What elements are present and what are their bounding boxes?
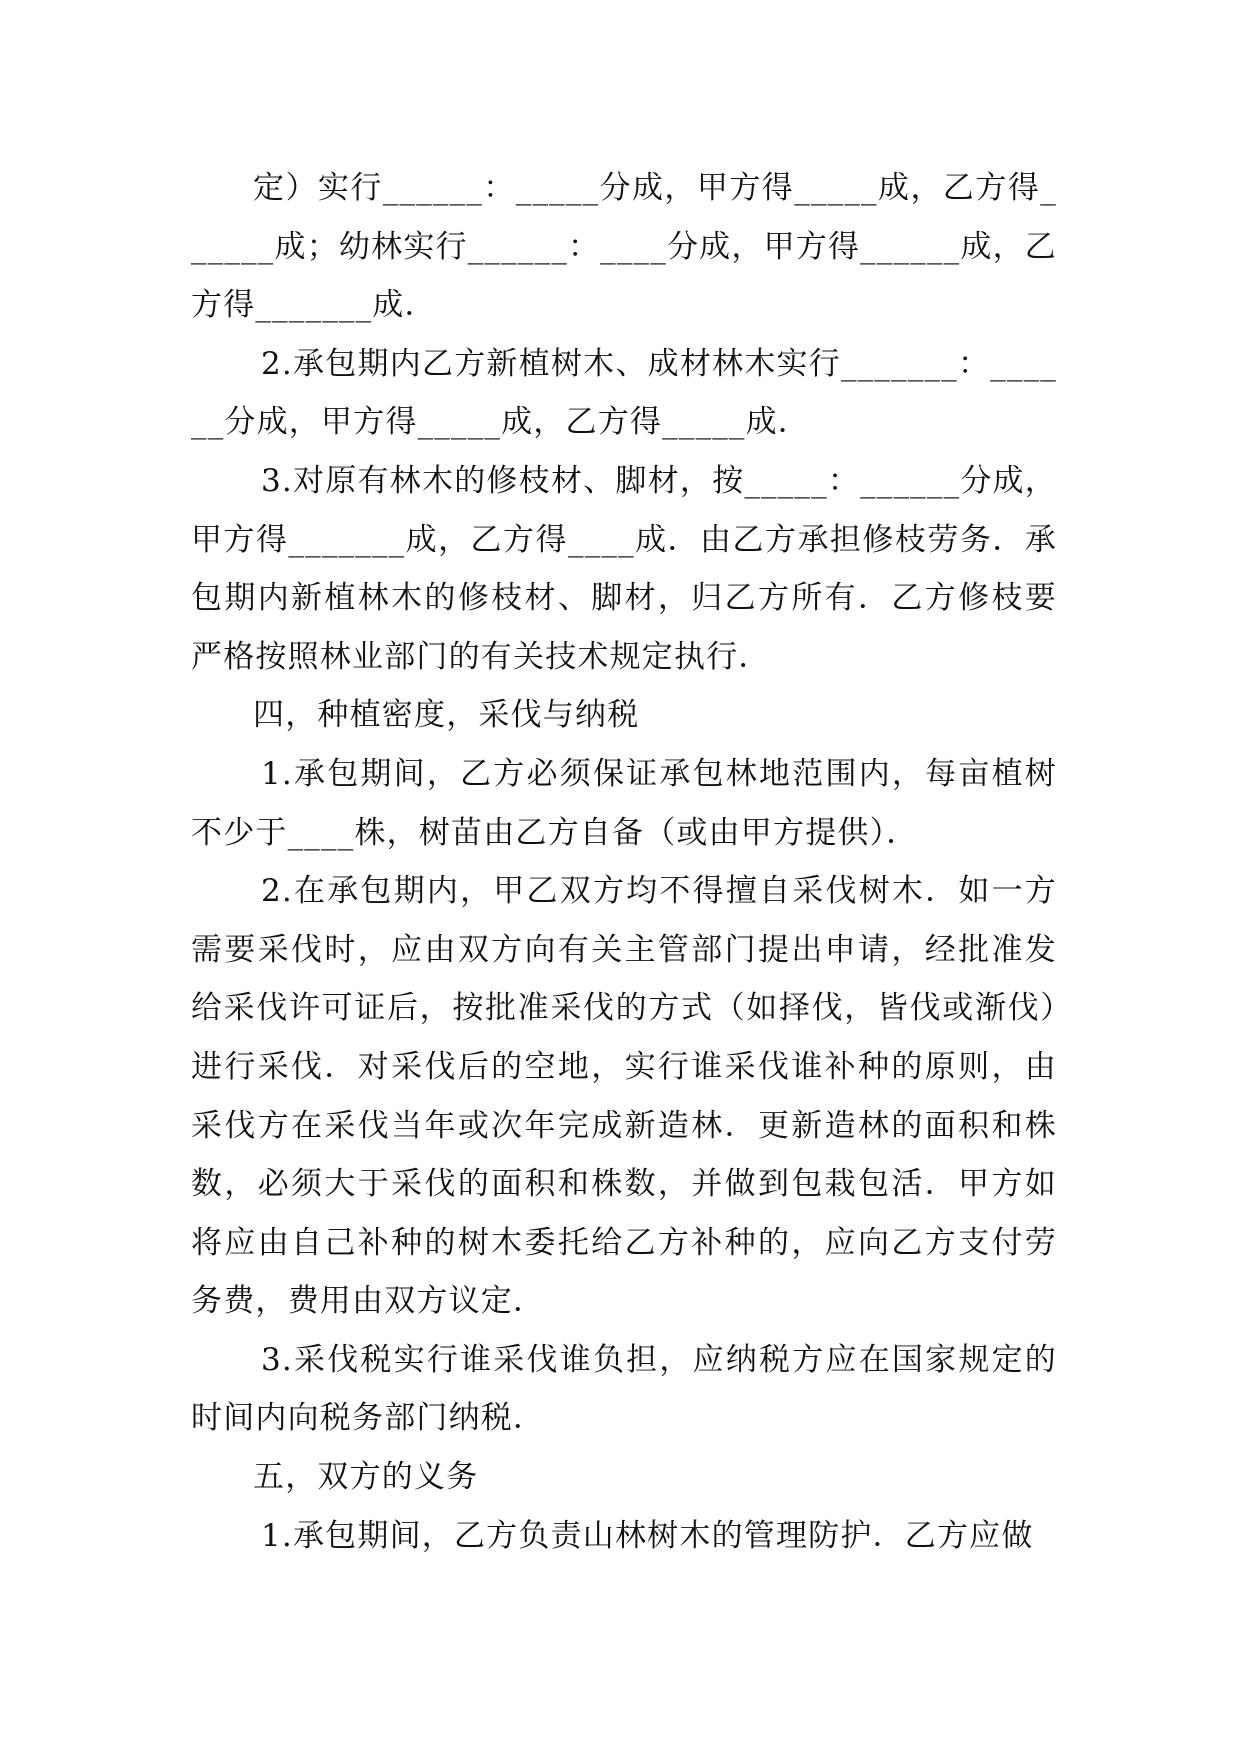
paragraph-clause-2-new-trees-split: 2.承包期内乙方新植树木、成材林木实行_______：______分成，甲方得_____成，乙方得_____成． <box>191 345 1057 441</box>
paragraph-logging-approval: 2.在承包期内，甲乙双方均不得擅自采伐树木．如一方需要采伐时，应由双方向有关主管部门提出申请，经批准发给采伐许可证后，按批准采伐的方式（如择伐，皆伐或渐伐）进行采伐．对采伐后的空地，实行谁采伐谁补种的原则，由采伐方在采伐当年或次年完成新造林．更新造林的面积和株数，必须大于采伐的面积和株数，并做到包栽包活．甲方如将应由自己补种的树木委托给乙方补种的，应向乙方支付劳务费，费用由双方议定． <box>191 873 1057 1320</box>
section-heading-planting-logging-tax: 四，种植密度，采伐与纳税 <box>253 697 640 734</box>
section-heading-obligations: 五，双方的义务 <box>253 1459 479 1496</box>
paragraph-profit-split-continued: 定）实行______：_____分成，甲方得_____成，乙方得______成；幼林实行______：____分成，甲方得______成，乙方得_______成． <box>191 170 1057 324</box>
paragraph-clause-3-pruning-wood: 3.对原有林木的修枝材、脚材，按_____：______分成，甲方得_______成，乙方得____成．由乙方承担修枝劳务．承包期内新植林木的修枝材、脚材，归乙方所有．乙方修枝要严格按照林业部门的有关技术规定执行． <box>191 462 1057 675</box>
paragraph-logging-tax: 3.采伐税实行谁采伐谁负担，应纳税方应在国家规定的时间内向税务部门纳税． <box>191 1341 1057 1437</box>
paragraph-management-protection: 1.承包期间，乙方负责山林树木的管理防护．乙方应做 <box>261 1517 1034 1554</box>
paragraph-planting-density: 1.承包期间，乙方必须保证承包林地范围内，每亩植树不少于____株，树苗由乙方自备（或由甲方提供）． <box>191 755 1057 851</box>
document-body <box>191 159 1057 1565</box>
